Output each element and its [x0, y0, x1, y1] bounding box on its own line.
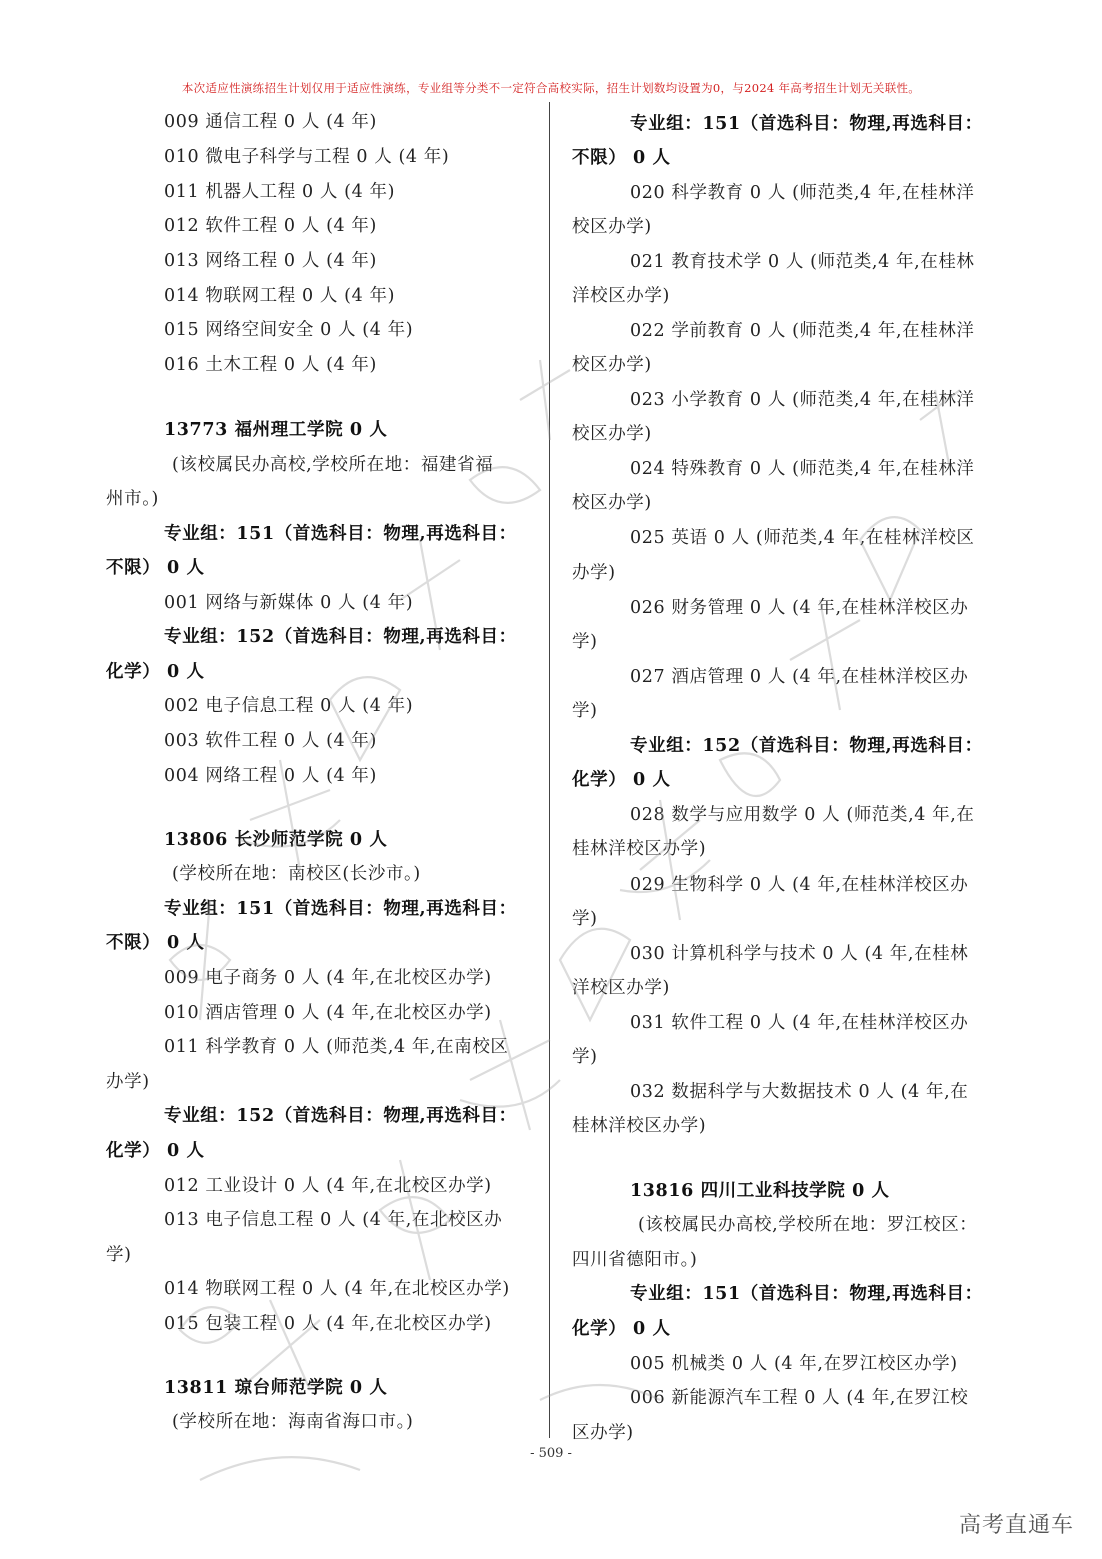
major-item: 032 数据科学与大数据技术 0 人 (4 年,在 [630, 1082, 969, 1102]
major-item: 003 软件工程 0 人 (4 年) [164, 731, 377, 751]
major-item: 027 酒店管理 0 人 (4 年,在桂林洋校区办 [630, 667, 969, 687]
major-item: 015 网络空间安全 0 人 (4 年) [164, 320, 414, 340]
major-item: 学) [572, 1047, 598, 1067]
major-item: 学) [106, 1245, 132, 1265]
school-title: 13816 四川工业科技学院 0 人 [630, 1181, 890, 1201]
group-title: 专业组：151（首选科目：物理,再选科目： [164, 524, 517, 544]
major-item: 学) [572, 632, 598, 652]
major-item: 009 通信工程 0 人 (4 年) [164, 112, 377, 132]
page-number: - 509 - [530, 1446, 572, 1461]
major-item: 洋校区办学) [572, 978, 670, 998]
major-item: 016 土木工程 0 人 (4 年) [164, 355, 377, 375]
disclaimer-notice: 本次适应性演练招生计划仅用于适应性演练，专业组等分类不一定符合高校实际，招生计划数均设置为0，与2024 年高考招生计划无关联性。 [181, 81, 921, 95]
major-item: 023 小学教育 0 人 (师范类,4 年,在桂林洋 [630, 390, 975, 410]
major-item: 010 微电子科学与工程 0 人 (4 年) [164, 147, 450, 167]
major-item: 026 财务管理 0 人 (4 年,在桂林洋校区办 [630, 598, 969, 618]
major-item: 006 新能源汽车工程 0 人 (4 年,在罗江校 [630, 1388, 969, 1408]
school-note: (该校属民办高校,学校所在地：福建省福 [172, 455, 494, 475]
major-item: 011 机器人工程 0 人 (4 年) [164, 182, 396, 202]
major-item: 025 英语 0 人 (师范类,4 年,在桂林洋校区 [630, 528, 975, 548]
group-title: 专业组：152（首选科目：物理,再选科目： [630, 736, 983, 756]
school-note: (学校所在地：南校区(长沙市。) [172, 864, 421, 884]
major-item: 校区办学) [572, 355, 652, 375]
group-title: 化学） 0 人 [106, 662, 205, 682]
major-item: 校区办学) [572, 217, 652, 237]
school-note: (学校所在地：海南省海口市。) [172, 1412, 414, 1432]
major-item: 校区办学) [572, 493, 652, 513]
major-item: 区办学) [572, 1423, 634, 1443]
major-item: 024 特殊教育 0 人 (师范类,4 年,在桂林洋 [630, 459, 975, 479]
column-divider [549, 102, 550, 1438]
school-note: (该校属民办高校,学校所在地：罗江校区： [638, 1215, 978, 1235]
major-item: 014 物联网工程 0 人 (4 年) [164, 286, 396, 306]
major-item: 桂林洋校区办学) [572, 839, 707, 859]
group-title: 化学） 0 人 [106, 1141, 205, 1161]
major-item: 010 酒店管理 0 人 (4 年,在北校区办学) [164, 1003, 492, 1023]
major-item: 013 电子信息工程 0 人 (4 年,在北校区办 [164, 1210, 503, 1230]
major-item: 办学) [106, 1072, 150, 1092]
group-title: 化学） 0 人 [572, 1319, 671, 1339]
group-title: 不限） 0 人 [106, 933, 205, 953]
school-title: 13811 琼台师范学院 0 人 [164, 1378, 388, 1398]
school-title: 13773 福州理工学院 0 人 [164, 420, 388, 440]
group-title: 专业组：152（首选科目：物理,再选科目： [164, 627, 517, 647]
group-title: 化学） 0 人 [572, 770, 671, 790]
school-note: 州市。) [106, 489, 159, 509]
major-item: 030 计算机科学与技术 0 人 (4 年,在桂林 [630, 944, 969, 964]
major-item: 014 物联网工程 0 人 (4 年,在北校区办学) [164, 1279, 510, 1299]
major-item: 022 学前教育 0 人 (师范类,4 年,在桂林洋 [630, 321, 975, 341]
school-note: 四川省德阳市。) [572, 1250, 698, 1270]
major-item: 009 电子商务 0 人 (4 年,在北校区办学) [164, 968, 492, 988]
major-item: 学) [572, 701, 598, 721]
major-item: 办学) [572, 563, 616, 583]
major-item: 校区办学) [572, 424, 652, 444]
group-title: 专业组：151（首选科目：物理,再选科目： [164, 899, 517, 919]
major-item: 021 教育技术学 0 人 (师范类,4 年,在桂林 [630, 252, 975, 272]
major-item: 020 科学教育 0 人 (师范类,4 年,在桂林洋 [630, 183, 975, 203]
group-title: 不限） 0 人 [572, 148, 671, 168]
major-item: 012 软件工程 0 人 (4 年) [164, 216, 377, 236]
brand-watermark: 高考直通车 [958, 1513, 1074, 1538]
major-item: 031 软件工程 0 人 (4 年,在桂林洋校区办 [630, 1013, 969, 1033]
major-item: 015 包装工程 0 人 (4 年,在北校区办学) [164, 1314, 492, 1334]
major-item: 029 生物科学 0 人 (4 年,在桂林洋校区办 [630, 875, 969, 895]
major-item: 桂林洋校区办学) [572, 1116, 707, 1136]
group-title: 不限） 0 人 [106, 558, 205, 578]
major-item: 学) [572, 909, 598, 929]
major-item: 005 机械类 0 人 (4 年,在罗江校区办学) [630, 1354, 958, 1374]
major-item: 028 数学与应用数学 0 人 (师范类,4 年,在 [630, 805, 975, 825]
major-item: 012 工业设计 0 人 (4 年,在北校区办学) [164, 1176, 492, 1196]
major-item: 001 网络与新媒体 0 人 (4 年) [164, 593, 414, 613]
group-title: 专业组：151（首选科目：物理,再选科目： [630, 1284, 983, 1304]
school-title: 13806 长沙师范学院 0 人 [164, 830, 388, 850]
major-item: 洋校区办学) [572, 286, 670, 306]
group-title: 专业组：152（首选科目：物理,再选科目： [164, 1106, 517, 1126]
major-item: 011 科学教育 0 人 (师范类,4 年,在南校区 [164, 1037, 509, 1057]
major-item: 004 网络工程 0 人 (4 年) [164, 766, 377, 786]
group-title: 专业组：151（首选科目：物理,再选科目： [630, 114, 983, 134]
major-item: 002 电子信息工程 0 人 (4 年) [164, 696, 414, 716]
major-item: 013 网络工程 0 人 (4 年) [164, 251, 377, 271]
